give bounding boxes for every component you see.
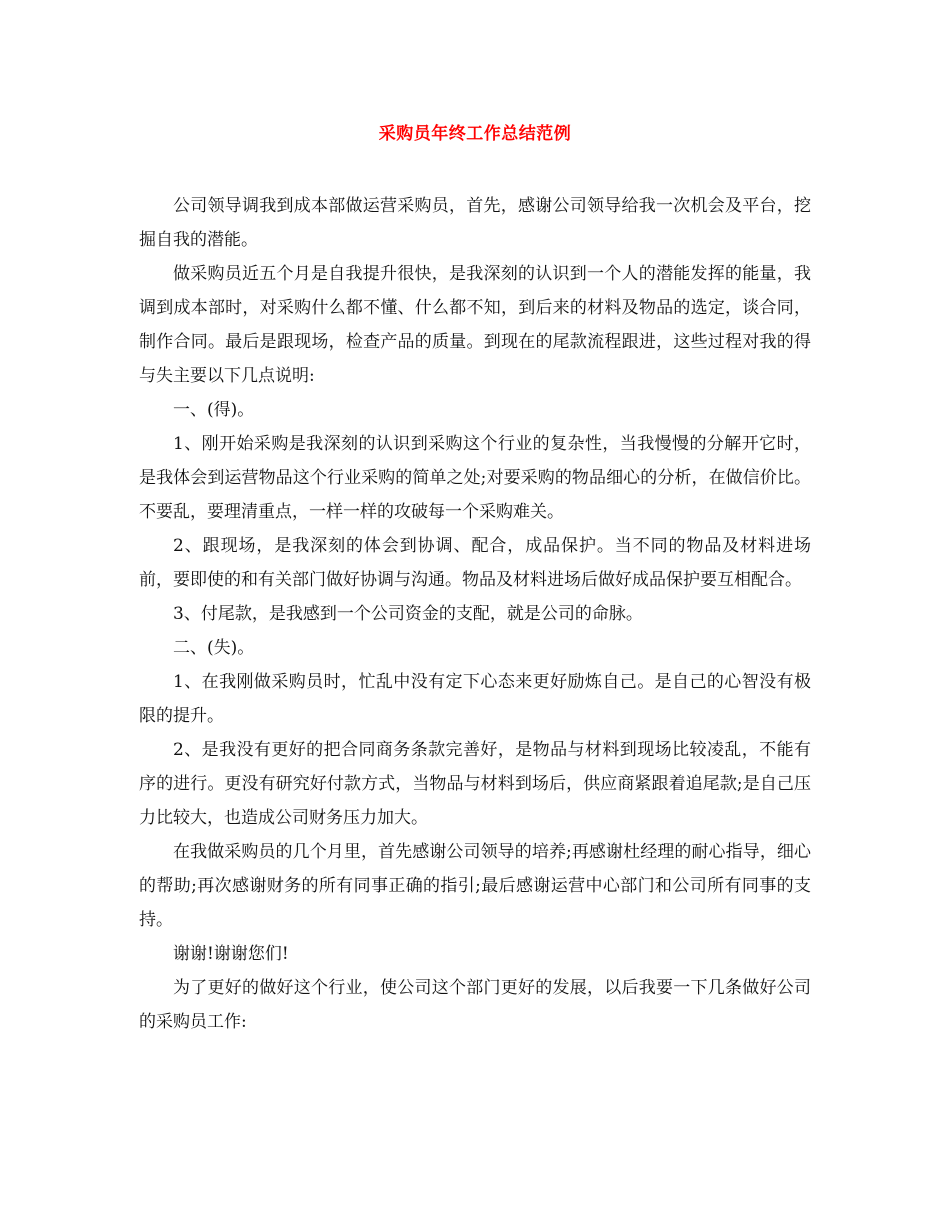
section-heading-losses: 二、(失)。: [173, 638, 255, 658]
paragraph-loss-2: 2、是我没有更好的把合同商务条款完善好，是物品与材料到现场比较凌乱，不能有序的进行。更没有研究好付款方式，当物品与材料到场后，供应商紧跟着追尾款;是自己压力比较大，也造成公司财务压力加大。: [139, 740, 811, 828]
document-body: [139, 189, 811, 1039]
paragraph-gain-2: 2、跟现场，是我深刻的体会到协调、配合，成品保护。当不同的物品及材料进场前，要即使的和有关部门做好协调与沟通。物品及材料进场后做好成品保护要互相配合。: [139, 536, 811, 590]
paragraph-intro: 公司领导调我到成本部做运营采购员，首先，感谢公司领导给我一次机会及平台，挖掘自我的潜能。: [139, 196, 811, 250]
paragraph-gain-1: 1、刚开始采购是我深刻的认识到采购这个行业的复杂性，当我慢慢的分解开它时，是我体会到运营物品这个行业采购的简单之处;对要采购的物品细心的分析，在做信价比。不要乱，要理清重点，一样一样的攻破每一个采购难关。: [139, 434, 811, 522]
section-heading-gains: 一、(得)。: [173, 400, 255, 420]
paragraph-thanks: 在我做采购员的几个月里，首先感谢公司领导的培养;再感谢杜经理的耐心指导，细心的帮助;再次感谢财务的所有同事正确的指引;最后感谢运营中心部门和公司所有同事的支持。: [139, 842, 811, 930]
paragraph-overview: 做采购员近五个月是自我提升很快，是我深刻的认识到一个人的潜能发挥的能量，我调到成本部时，对采购什么都不懂、什么都不知，到后来的材料及物品的选定，谈合同，制作合同。最后是跟现场，检查产品的质量。到现在的尾款流程跟进，这些过程对我的得与失主要以下几点说明:: [139, 264, 811, 386]
paragraph-future: 为了更好的做好这个行业，使公司这个部门更好的发展，以后我要一下几条做好公司的采购员工作:: [139, 978, 811, 1032]
document-title: 采购员年终工作总结范例: [378, 124, 572, 144]
paragraph-loss-1: 1、在我刚做采购员时，忙乱中没有定下心态来更好励炼自己。是自己的心智没有极限的提升。: [139, 672, 811, 726]
paragraph-gain-3: 3、付尾款，是我感到一个公司资金的支配，就是公司的命脉。: [173, 604, 643, 624]
paragraph-thank-you: 谢谢!谢谢您们!: [173, 944, 289, 964]
